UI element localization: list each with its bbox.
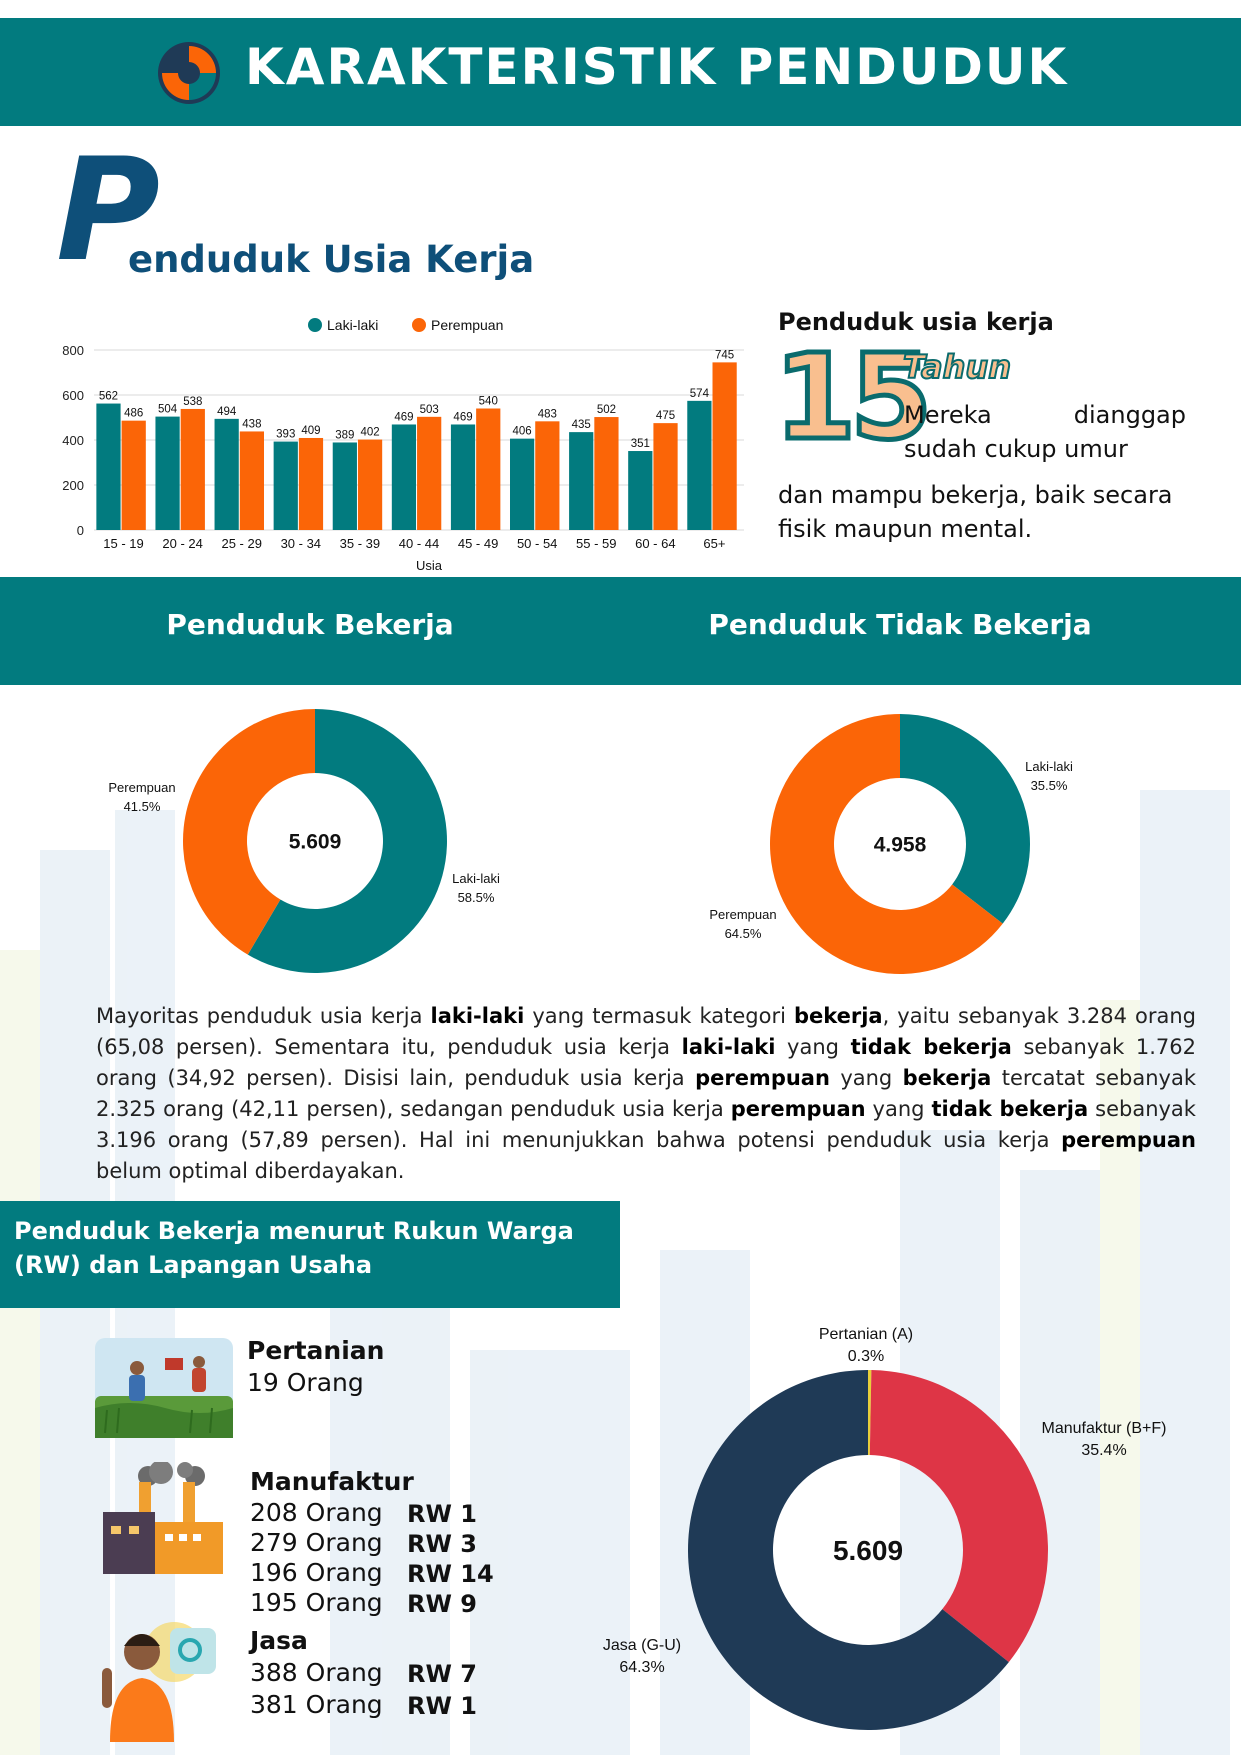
data-label: 402 — [360, 426, 380, 439]
paragraph-text: tercatat sebanyak 2.325 orang (42,11 persen), sedangan penduduk usia kerja — [96, 1066, 1196, 1121]
summary-paragraph — [96, 1001, 1196, 1187]
x-tick-label: 65+ — [703, 536, 726, 551]
bar-female — [653, 423, 677, 530]
manufaktur-rw-1: RW 1 — [407, 1500, 478, 1528]
bar-male — [392, 424, 416, 530]
manufaktur-rw-2: RW 3 — [407, 1530, 478, 1558]
sector-title: Penduduk Bekerja menurut Rukun Warga (RW) dan Lapangan Usaha — [14, 1217, 574, 1279]
paragraph-bold: perempuan — [730, 1097, 866, 1121]
data-label: 409 — [301, 424, 321, 437]
bar-male — [569, 432, 593, 530]
paragraph-text: sebanyak 1.762 orang (34,92 persen). Disisi lain, penduduk usia kerja — [96, 1035, 1196, 1090]
paragraph-text: belum optimal diberdayakan. — [96, 1159, 405, 1183]
jasa-rw-1: RW 7 — [407, 1660, 478, 1688]
paragraph-bold: perempuan — [1061, 1128, 1196, 1152]
donut-center-label: 4.958 — [873, 833, 927, 857]
manufaktur-count-1: 208 Orang — [250, 1498, 383, 1527]
sector-donut-chart — [590, 1310, 1210, 1755]
slice-percent: 41.5% — [123, 799, 161, 814]
data-label: 483 — [537, 408, 557, 421]
x-tick-label: 25 - 29 — [221, 536, 262, 551]
data-label: 502 — [596, 404, 617, 417]
data-label: 469 — [394, 411, 414, 424]
slice-percent: 0.3% — [847, 1348, 885, 1365]
slice-label: Pertanian (A) — [818, 1326, 914, 1343]
paragraph-text: yang termasuk kategori — [524, 1004, 794, 1028]
data-label: 486 — [124, 407, 144, 420]
x-axis-label: Usia — [415, 558, 443, 573]
paragraph-bold: bekerja — [793, 1004, 883, 1028]
bar-male — [510, 439, 534, 530]
category-manufaktur: Manufaktur — [250, 1467, 414, 1496]
slice-percent: 58.5% — [457, 890, 495, 905]
bar-female — [535, 421, 559, 530]
x-tick-label: 20 - 24 — [162, 536, 203, 551]
side-title: Penduduk usia kerja — [778, 308, 1054, 336]
slice-label: Perempuan — [709, 907, 777, 922]
y-tick-label: 800 — [62, 343, 84, 358]
paragraph-bold: tidak bekerja — [850, 1035, 1012, 1059]
paragraph-text: Mayoritas penduduk usia kerja — [96, 1004, 431, 1028]
slice-label: Perempuan — [108, 780, 176, 795]
bar-female — [417, 417, 441, 530]
manufaktur-rw-4: RW 9 — [407, 1590, 478, 1618]
data-label: 475 — [655, 410, 676, 423]
bar-female — [181, 409, 205, 530]
slice-label: Laki-laki — [452, 871, 500, 886]
data-label: 538 — [183, 395, 203, 408]
paragraph-bold: tidak bekerja — [931, 1097, 1089, 1121]
farmer-icon — [95, 1338, 233, 1438]
bar-female — [240, 431, 264, 530]
desc-rest: dan mampu bekerja, baik secara fisik maupun mental. — [778, 481, 1173, 543]
big-number: 15 — [774, 328, 927, 466]
data-label: 406 — [512, 425, 532, 438]
age-bar-chart — [40, 310, 760, 580]
slice-label: Jasa (G-U) — [602, 1637, 682, 1654]
data-label: 540 — [478, 395, 498, 408]
data-label: 574 — [689, 387, 709, 400]
unemployed-donut-chart — [690, 700, 1130, 990]
unemployed-title: Penduduk Tidak Bekerja — [708, 608, 1092, 641]
slice-label: Laki-laki — [1025, 759, 1073, 774]
data-label: 504 — [157, 403, 178, 416]
manufaktur-count-2: 279 Orang — [250, 1528, 383, 1557]
x-tick-label: 15 - 19 — [103, 536, 144, 551]
donut-slice — [870, 1370, 1048, 1662]
x-tick-label: 50 - 54 — [516, 536, 558, 551]
bar-female — [594, 417, 618, 530]
data-label: 469 — [453, 411, 473, 424]
bar-male — [628, 451, 652, 530]
legend-label: Perempuan — [431, 317, 504, 333]
data-label: 389 — [335, 429, 355, 442]
section-title: enduduk Usia Kerja — [128, 238, 535, 281]
category-jasa: Jasa — [250, 1626, 308, 1655]
slice-percent: 35.5% — [1030, 778, 1068, 793]
paragraph-text: yang — [865, 1097, 932, 1121]
manufaktur-count-3: 196 Orang — [250, 1558, 383, 1587]
bar-female — [122, 421, 146, 530]
paragraph-bold: laki-laki — [681, 1035, 776, 1059]
bar-female — [476, 409, 500, 531]
legend-swatch — [308, 318, 322, 332]
y-tick-label: 200 — [62, 478, 84, 493]
data-label: 438 — [242, 418, 262, 431]
x-tick-label: 55 - 59 — [576, 536, 617, 551]
factory-icon — [103, 1462, 223, 1574]
desc-line2: sudah cukup umur — [904, 435, 1128, 463]
data-label: 351 — [630, 438, 650, 451]
paragraph-bold: bekerja — [902, 1066, 992, 1090]
jasa-count-1: 388 Orang — [250, 1658, 383, 1687]
x-tick-label: 60 - 64 — [635, 536, 676, 551]
donut-slice — [900, 714, 1030, 924]
bar-male — [274, 442, 298, 530]
slice-percent: 64.3% — [619, 1659, 665, 1676]
pertanian-count: 19 Orang — [247, 1368, 364, 1397]
big-unit: Tahun — [903, 348, 1011, 386]
category-pertanian: Pertanian — [247, 1336, 385, 1365]
paragraph-bold: laki-laki — [430, 1004, 525, 1028]
manufaktur-count-4: 195 Orang — [250, 1588, 383, 1617]
data-label: 494 — [217, 405, 237, 418]
page-title: KARAKTERISTIK PENDUDUK — [245, 38, 1069, 96]
bar-male — [215, 419, 239, 530]
slice-label: Manufaktur (B+F) — [1041, 1420, 1167, 1437]
x-tick-label: 45 - 49 — [457, 536, 499, 551]
x-tick-label: 35 - 39 — [339, 536, 381, 551]
employed-title: Penduduk Bekerja — [166, 608, 454, 641]
data-label: 503 — [419, 403, 439, 416]
bar-male — [333, 442, 357, 530]
paragraph-text: , yaitu sebanyak 3.284 orang (65,08 persen). Sementara itu, penduduk usia kerja — [96, 1004, 1196, 1059]
bar-male — [155, 417, 179, 530]
y-tick-label: 600 — [62, 388, 84, 403]
service-worker-icon — [100, 1612, 220, 1742]
data-label: 745 — [715, 349, 735, 362]
paragraph-text: yang — [829, 1066, 903, 1090]
data-label: 435 — [571, 419, 591, 432]
x-tick-label: 40 - 44 — [398, 536, 440, 551]
employed-donut-chart — [90, 700, 530, 990]
paragraph-text: sebanyak 3.196 orang (57,89 persen). Hal ini menunjukkan bahwa potensi penduduk usia kerja — [96, 1097, 1196, 1152]
jasa-rw-2: RW 1 — [407, 1692, 478, 1720]
bar-female — [713, 362, 737, 530]
y-tick-label: 400 — [62, 433, 84, 448]
bar-female — [299, 438, 323, 530]
logo-icon — [156, 40, 222, 106]
paragraph-text: yang — [775, 1035, 851, 1059]
bar-female — [358, 440, 382, 530]
bar-male — [451, 424, 475, 530]
donut-center-label: 5.609 — [288, 830, 342, 854]
desc-word-b: dianggap — [1073, 401, 1186, 429]
desc-line1 — [904, 398, 1186, 432]
title-initial: P — [56, 128, 161, 293]
donut-center-label: 5.609 — [832, 1535, 904, 1567]
data-label: 393 — [276, 428, 296, 441]
bar-male — [687, 401, 711, 530]
x-tick-label: 30 - 34 — [280, 536, 322, 551]
jasa-count-2: 381 Orang — [250, 1690, 383, 1719]
legend-swatch — [412, 318, 426, 332]
data-label: 562 — [98, 390, 119, 403]
bar-male — [96, 404, 120, 530]
manufaktur-rw-3: RW 14 — [407, 1560, 494, 1588]
slice-percent: 35.4% — [1081, 1442, 1127, 1459]
desc-word-a: Mereka — [904, 401, 992, 429]
y-tick-label: 0 — [76, 523, 84, 538]
slice-percent: 64.5% — [724, 926, 762, 941]
paragraph-bold: perempuan — [695, 1066, 830, 1090]
legend-label: Laki-laki — [327, 317, 379, 333]
